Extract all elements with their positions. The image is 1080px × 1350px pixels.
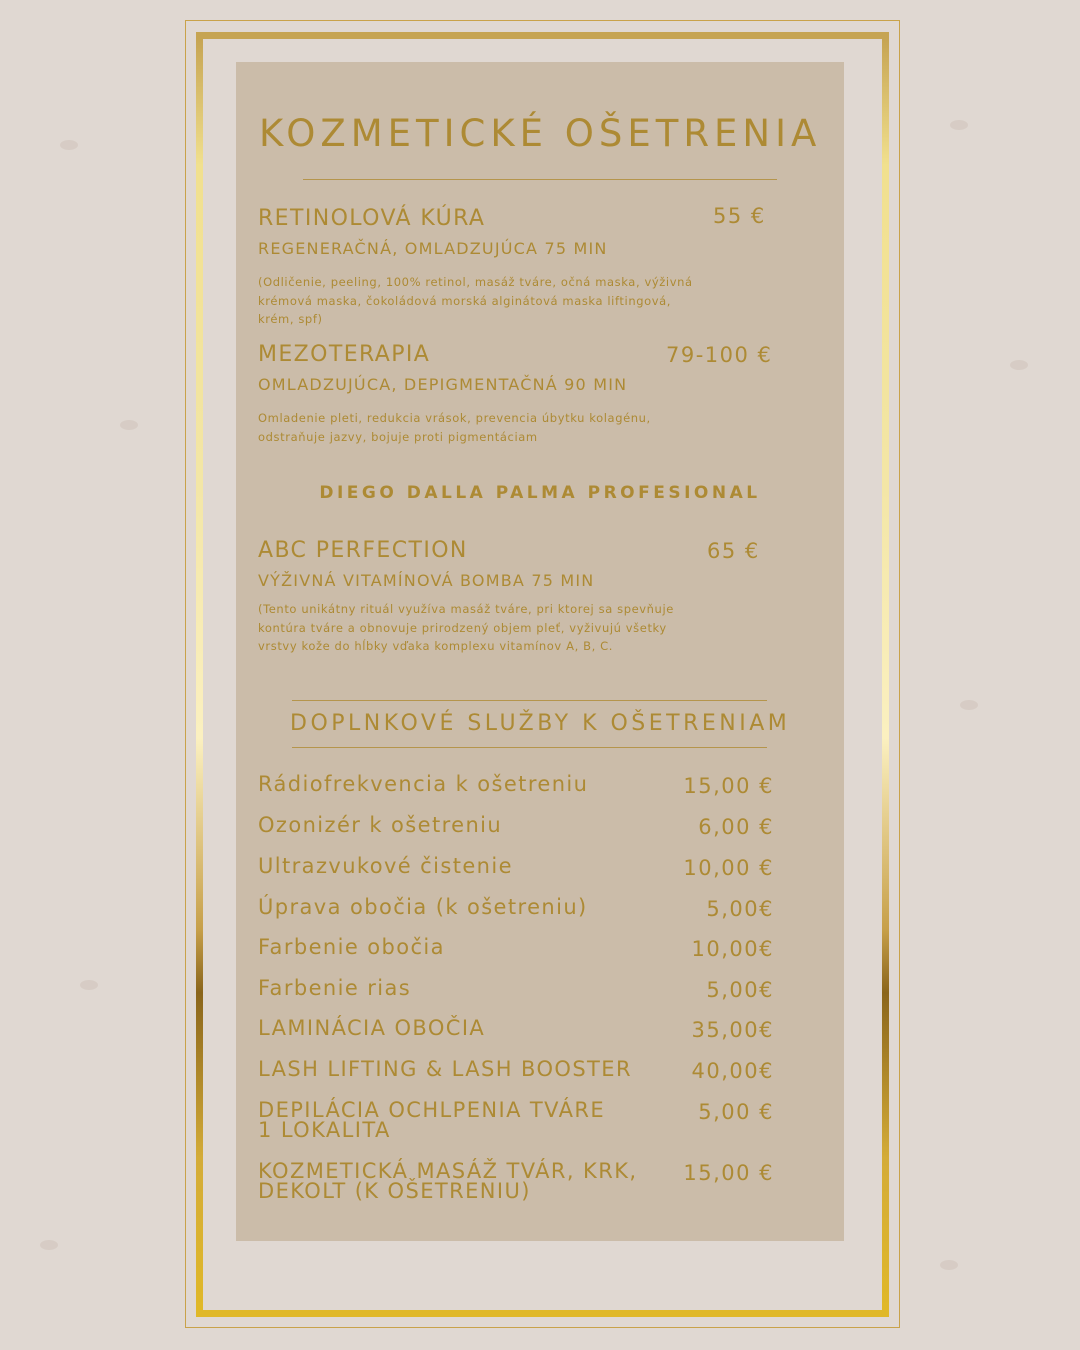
texture-speck: [40, 1240, 58, 1250]
addons-title: DOPLNKOVÉ SLUŽBY K OŠETRENIAM: [290, 711, 791, 736]
texture-speck: [120, 420, 138, 430]
addon-name: Farbenie rias: [258, 976, 412, 1000]
texture-speck: [60, 140, 78, 150]
addon-price: 5,00 €: [698, 1100, 774, 1124]
addon-name: LAMINÁCIA OBOČIA: [258, 1016, 486, 1040]
addon-price: 15,00 €: [683, 774, 774, 798]
addon-name: KOZMETICKÁ MASÁŽ TVÁR, KRK, DEKOLT (K OŠETRENIU): [258, 1159, 638, 1203]
service-price: 55 €: [713, 204, 766, 228]
addon-price: 15,00 €: [683, 1161, 774, 1185]
texture-speck: [940, 1260, 958, 1270]
addon-price: 40,00€: [691, 1059, 774, 1083]
addon-name: LASH LIFTING & LASH BOOSTER: [258, 1057, 632, 1081]
addon-name: Ozonizér k ošetreniu: [258, 813, 503, 837]
addon-price: 10,00 €: [683, 856, 774, 880]
addon-name: Ultrazvukové čistenie: [258, 854, 513, 878]
service-description: Omladenie pleti, redukcia vrások, prevencia úbytku kolagénu, odstraňuje jazvy, bojuje proti pigmentáciam: [258, 411, 651, 444]
service-price: 79-100 €: [666, 343, 773, 367]
service-subtitle: VÝŽIVNÁ VITAMÍNOVÁ BOMBA 75 MIN: [258, 571, 595, 590]
addons-divider-bottom: [292, 747, 767, 748]
texture-speck: [960, 700, 978, 710]
service-description: (Tento unikátny rituál využíva masáž tváre, pri ktorej sa spevňuje kontúra tváre a obnovuje prirodzený objem pleť, vyživujú všetky vrstvy kože do hĺbky vďaka komplexu vitamínov A, B, C.: [258, 602, 674, 654]
service-name: ABC PERFECTION: [258, 538, 468, 563]
service-name: RETINOLOVÁ KÚRA: [258, 206, 486, 231]
addon-name: Farbenie obočia: [258, 935, 445, 959]
addon-price: 35,00€: [691, 1018, 774, 1042]
addon-price: 5,00€: [706, 978, 774, 1002]
service-subtitle: OMLADZUJÚCA, DEPIGMENTAČNÁ 90 MIN: [258, 375, 628, 394]
addons-divider-top: [292, 700, 767, 701]
service-price: 65 €: [707, 539, 760, 563]
brand-section-title: DIEGO DALLA PALMA PROFESIONAL: [319, 483, 761, 503]
menu-title: KOZMETICKÉ OŠETRENIA: [259, 112, 822, 155]
addon-name: Rádiofrekvencia k ošetreniu: [258, 772, 589, 796]
addon-name: DEPILÁCIA OCHLPENIA TVÁRE 1 LOKALITA: [258, 1098, 606, 1142]
service-description: (Odličenie, peeling, 100% retinol, masáž tváre, očná maska, výživná krémová maska, čokoládová morská alginátová maska liftingová, krém, spf): [258, 275, 693, 327]
addon-price: 5,00€: [706, 897, 774, 921]
service-subtitle: REGENERAČNÁ, OMLADZUJÚCA 75 MIN: [258, 239, 608, 258]
texture-speck: [1010, 360, 1028, 370]
addon-name: Úprava obočia (k ošetreniu): [258, 895, 588, 919]
texture-speck: [80, 980, 98, 990]
addon-price: 6,00 €: [698, 815, 774, 839]
service-name: MEZOTERAPIA: [258, 342, 431, 367]
title-divider: [303, 179, 777, 180]
texture-speck: [950, 120, 968, 130]
addon-price: 10,00€: [691, 937, 774, 961]
